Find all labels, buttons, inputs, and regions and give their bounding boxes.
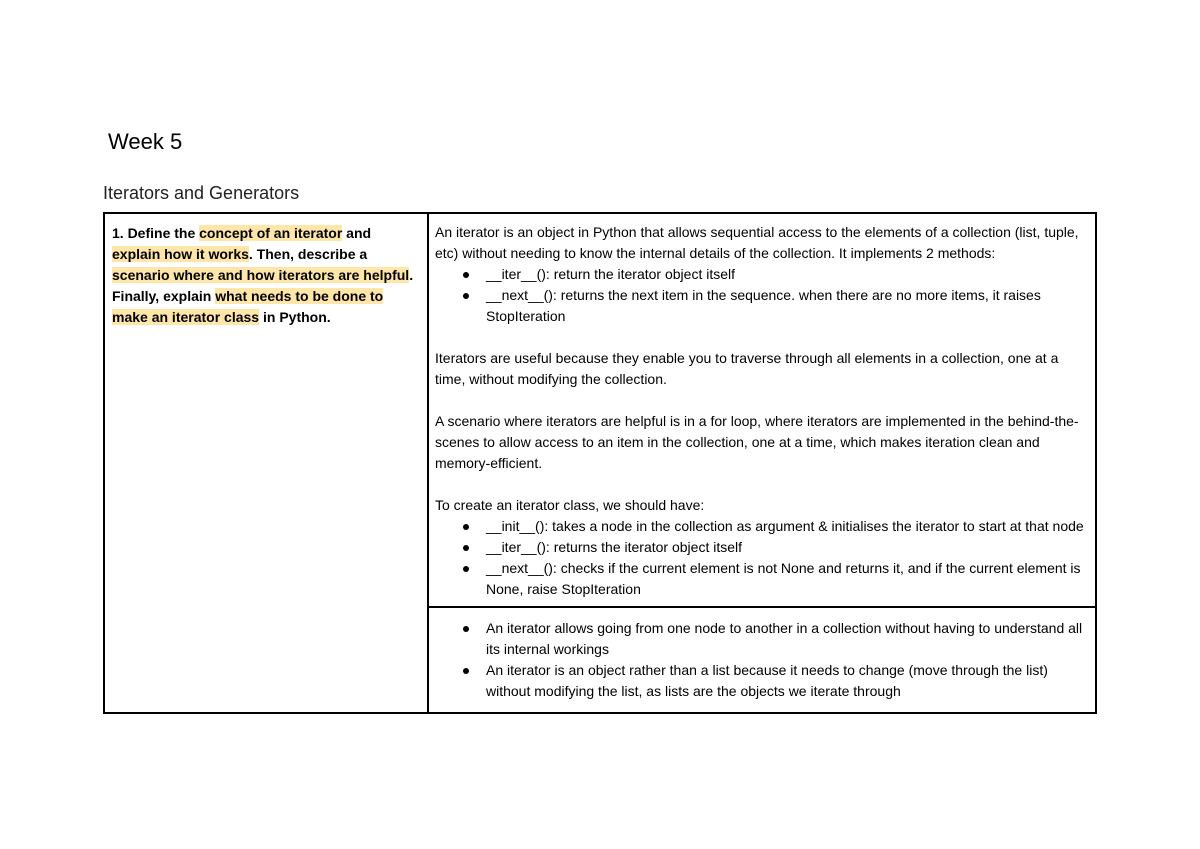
list-item	[486, 558, 1087, 600]
question-row	[104, 213, 1096, 607]
question-segment: 1. Define the	[112, 225, 200, 241]
list-item	[486, 264, 1087, 285]
list-item	[486, 618, 1087, 660]
bullet-icon	[463, 626, 469, 632]
question-segment: . Finally, explain	[112, 267, 414, 304]
highlight-concept: concept of an iterator	[199, 225, 343, 241]
list-item-text: An iterator is an object rather than a list because it needs to change (move through the list) without modifying the list, as lists are the objects we iterate through	[486, 662, 1048, 699]
list-item-text: An iterator allows going from one node to another in a collection without having to understand all its internal workings	[486, 620, 1083, 657]
question-segment: and	[342, 225, 372, 241]
bullet-icon	[463, 272, 469, 278]
list-item	[486, 660, 1087, 702]
bullet-icon	[463, 545, 469, 551]
document-title: Week 5	[108, 129, 183, 154]
document-subtitle: Iterators and Generators	[103, 183, 300, 203]
notes-list	[435, 618, 1087, 702]
class-methods-list	[435, 516, 1087, 600]
question-text	[112, 225, 413, 325]
list-item	[486, 516, 1087, 537]
qa-table	[103, 212, 1097, 714]
list-item-text: __iter__(): returns the iterator object itself	[486, 539, 743, 555]
answer-class-intro: To create an iterator class, we should have:	[435, 497, 705, 513]
methods-list	[435, 264, 1087, 327]
highlight-scenario: scenario where and how iterators are helpful	[112, 267, 410, 283]
list-item-text: __init__(): takes a node in the collection as argument & initialises the iterator to start at that node	[486, 518, 1084, 534]
bullet-icon	[463, 293, 469, 299]
list-item	[486, 285, 1087, 327]
answer-scenario: A scenario where iterators are helpful is in a for loop, where iterators are implemented in the behind-the-scenes to allow access to an item in the collection, one at a time, which makes iteration clean and memory-efficient.	[435, 413, 1079, 471]
answer-cell	[428, 213, 1096, 607]
highlight-explain: explain how it works	[112, 246, 249, 262]
question-cell	[104, 213, 428, 713]
list-item	[486, 537, 1087, 558]
notes-cell	[428, 607, 1096, 713]
highlight-class: what needs to be done to make an iterator class	[112, 288, 384, 325]
bullet-icon	[463, 524, 469, 530]
list-item-text: __iter__(): return the iterator object itself	[486, 266, 736, 282]
bullet-icon	[463, 668, 469, 674]
answer-intro: An iterator is an object in Python that allows sequential access to the elements of a collection (list, tuple, etc) without needing to know the internal details of the collection. It implements 2 methods:	[435, 224, 1079, 261]
list-item-text: __next__(): checks if the current element is not None and returns it, and if the current element is None, raise StopIteration	[486, 560, 1081, 597]
answer-usefulness: Iterators are useful because they enable you to traverse through all elements in a collection, one at a time, without modifying the collection.	[435, 350, 1059, 387]
question-segment: . Then, describe a	[248, 246, 368, 262]
bullet-icon	[463, 566, 469, 572]
question-segment: in Python.	[259, 309, 331, 325]
list-item-text: __next__(): returns the next item in the sequence. when there are no more items, it raises StopIteration	[486, 287, 1041, 324]
